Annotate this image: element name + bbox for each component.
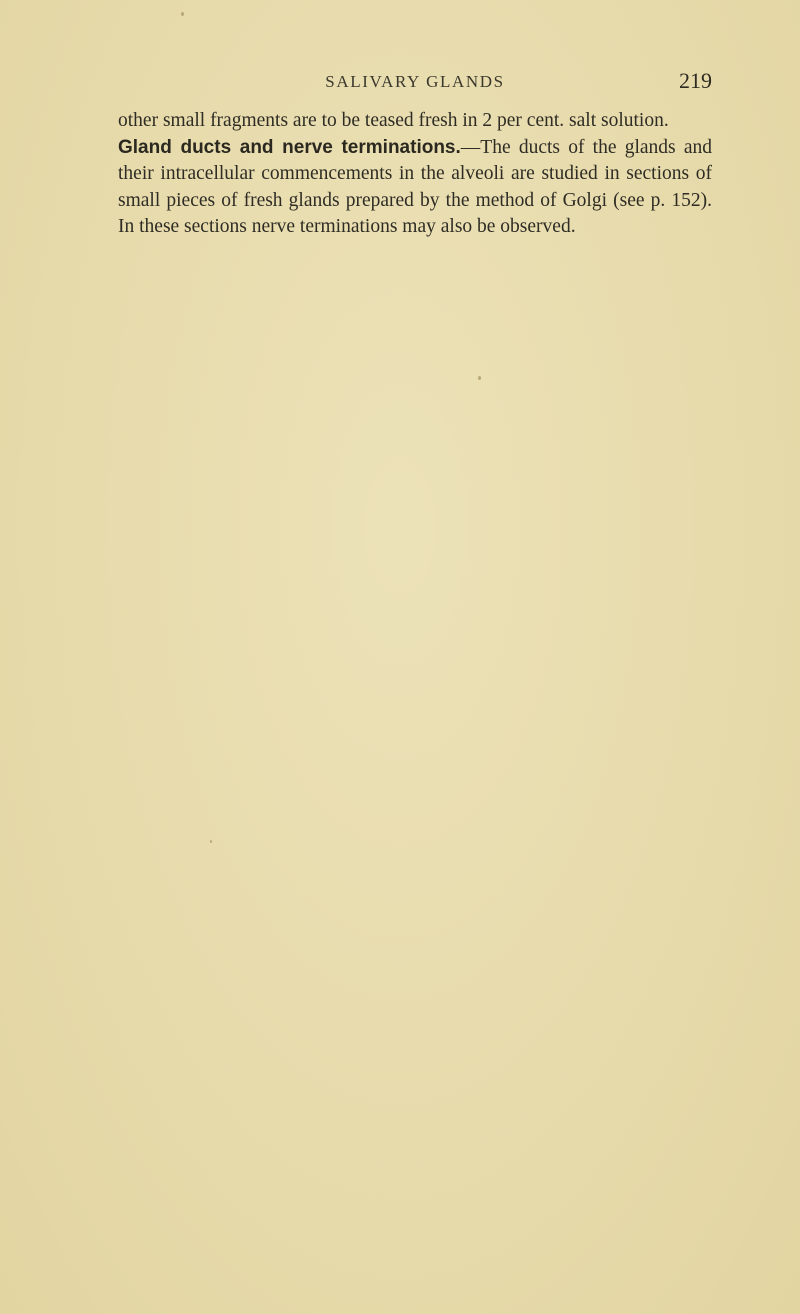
heading-dash: — — [460, 136, 481, 158]
paper-speck — [210, 840, 212, 843]
paper-speck — [478, 376, 481, 380]
running-head — [118, 68, 712, 98]
running-title: SALIVARY GLANDS — [325, 72, 505, 91]
paper-speck — [181, 12, 184, 16]
section-heading: Gland ducts and nerve terminations. — [118, 136, 461, 158]
paragraph-2-body: The ducts of the glands and their intracellular commencements in the alveoli are studied in sections of small pieces of fresh glands prepared by the method of Golgi (see p. 152). In these sections nerve terminations may also be observed. — [118, 136, 712, 237]
paragraph-2 — [118, 135, 712, 241]
paragraph-1: other small fragments are to be teased fresh in 2 per cent. salt solution. — [118, 110, 669, 131]
page-number: 219 — [679, 68, 712, 93]
body-text — [118, 108, 712, 241]
